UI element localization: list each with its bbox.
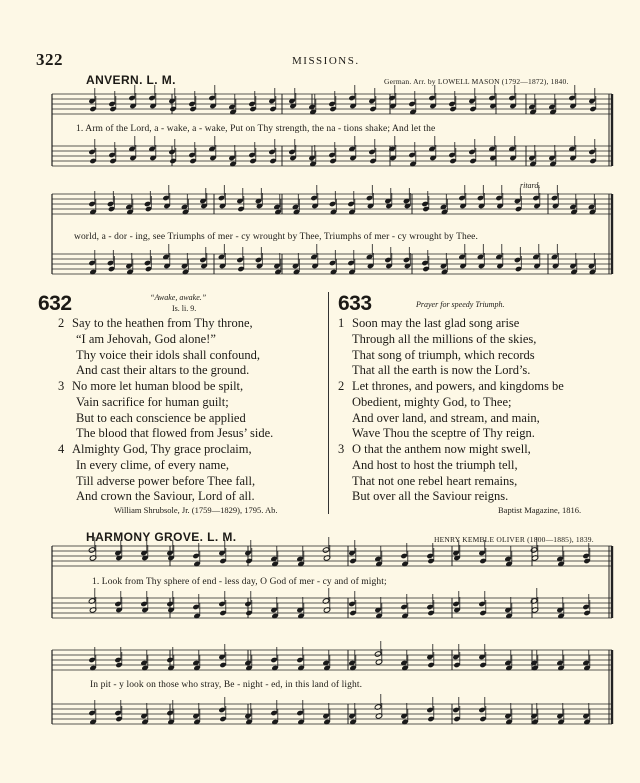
stanza-line: Vain sacrifice for human guilt; [76, 394, 229, 409]
stanza-line: And cast their altars to the ground. [76, 363, 250, 378]
harmony-grove-lyric-line-1: 1. Look from Thy sphere of end - less day, O God of mer - cy and of might; [92, 577, 387, 587]
stanza-line: Almighty God, Thy grace proclaim, [72, 442, 252, 456]
stanza-line: Through all the millions of the skies, [352, 331, 537, 346]
stanza-number: 3 [338, 442, 345, 456]
stanza-number: 2 [338, 379, 345, 393]
hymn-633-stanza-3 [338, 442, 531, 505]
stanza-line: But over all the Saviour reigns. [352, 489, 509, 504]
stanza-line: “I am Jehovah, God alone!” [76, 331, 216, 346]
hymn-number-633: 633 [338, 292, 372, 315]
hymn-633-attribution: Baptist Magazine, 1816. [498, 505, 582, 515]
stanza-line: The blood that flowed from Jesus’ side. [76, 426, 274, 441]
stanza-number: 1 [338, 316, 345, 330]
hymn-number-632: 632 [38, 292, 72, 315]
stanza-number: 2 [58, 316, 65, 330]
hymn-632-stanza-4 [58, 442, 255, 505]
ritard-marking: ritard. [520, 181, 541, 190]
stanza-line: Thy voice their idols shall confound, [76, 347, 260, 362]
hymn-632-reference: Is. li. 9. [172, 304, 197, 313]
stanza-line: That song of triumph, which records [352, 347, 535, 362]
hymn-632-heading: “Awake, awake.” [150, 293, 207, 302]
stanza-line: That not one rebel heart remains, [352, 473, 518, 488]
stanza-line: Soon may the last glad song arise [352, 316, 520, 330]
tune-credit-harmony-grove: HENRY KEMBLE OLIVER (1800—1885), 1839. [434, 535, 594, 544]
stanza-line: Say to the heathen from Thy throne, [72, 316, 253, 330]
hymn-633-stanza-1 [338, 316, 536, 379]
anvern-lyric-line-2: world, a - dor - ing, see Triumphs of mer - cy wrought by Thee, Triumphs of mer - cy wrought by Thee. [74, 232, 478, 242]
page-number: 322 [36, 50, 63, 69]
stanza-line: And host to host the triumph tell, [352, 457, 518, 472]
stanza-number: 3 [58, 379, 65, 393]
stanza-line: No more let human blood be spilt, [72, 379, 244, 393]
stanza-line: That all the earth is now the Lord’s. [352, 363, 531, 378]
tune-title-harmony-grove: HARMONY GROVE. L. M. [86, 530, 237, 544]
tune-credit-anvern: German. Arr. by LOWELL MASON (1792—1872), 1840. [384, 77, 569, 86]
stanza-line: But to each conscience be applied [76, 410, 246, 425]
stanza-line: In every clime, of every name, [76, 457, 230, 472]
anvern-lyric-line-1: 1. Arm of the Lord, a - wake, a - wake, Put on Thy strength, the na - tions shake; And let the [76, 124, 436, 134]
stanza-line: And over land, and stream, and main, [352, 410, 540, 425]
hymn-633-stanza-2 [338, 379, 564, 442]
stanza-number: 4 [58, 442, 65, 456]
hymn-632-attribution: William Shrubsole, Jr. (1759—1829), 1795. Ab. [114, 505, 278, 515]
stanza-line: O that the anthem now might swell, [352, 442, 531, 456]
stanza-line: Wave Thou the sceptre of Thy reign. [352, 426, 535, 441]
hymn-633-heading: Prayer for speedy Triumph. [416, 300, 505, 309]
harmony-grove-lyric-line-2: In pit - y look on those who stray, Be - night - ed, in this land of light. [90, 680, 363, 690]
stanza-line: Let thrones, and powers, and kingdoms be [352, 379, 564, 393]
section-title: MISSIONS. [292, 55, 360, 67]
stanza-line: Till adverse power before Thee fall, [76, 473, 256, 488]
tune-title-anvern: ANVERN. L. M. [86, 73, 176, 87]
column-divider [328, 292, 329, 514]
stanza-line: And crown the Saviour, Lord of all. [76, 489, 255, 504]
hymn-632-stanza-3 [58, 379, 273, 442]
stanza-line: Obedient, mighty God, to Thee; [352, 394, 512, 409]
hymn-632-stanza-2 [58, 316, 260, 379]
